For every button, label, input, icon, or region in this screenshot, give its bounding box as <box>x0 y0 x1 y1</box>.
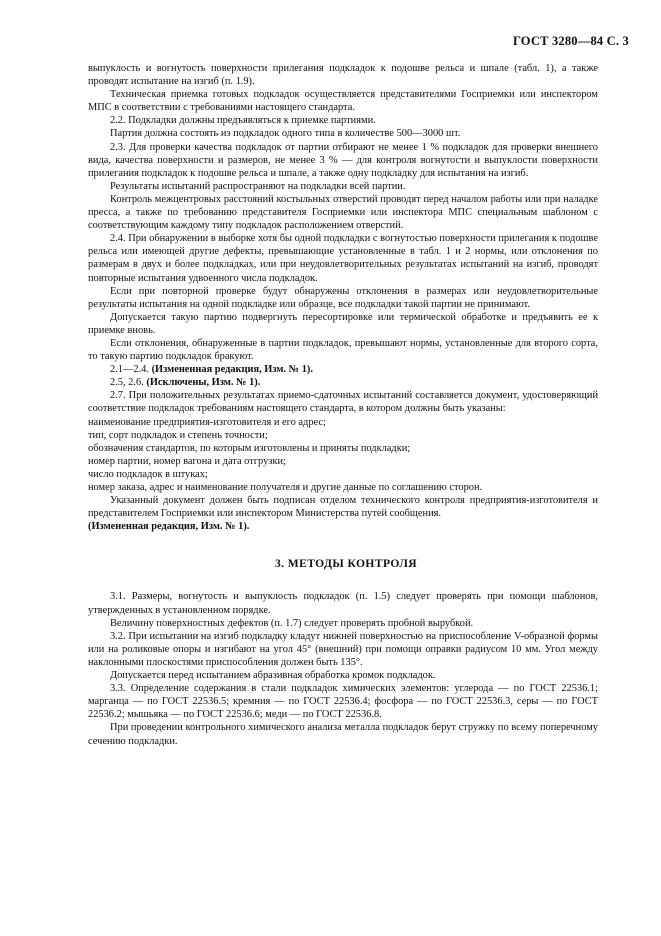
amendment-note: (Измененная редакция, Изм. № 1). <box>88 521 250 533</box>
paragraph: Результаты испытаний распространяют на подкладки всей партии. <box>110 180 406 192</box>
amendment-note <box>88 376 598 389</box>
paragraph: 2.2. Подкладки должны предъявляться к приемке партиями. <box>110 115 376 127</box>
paragraph: 2.4. При обнаружении в выборке хотя бы одной подкладки с вогнутостью поверхности прилегания к подошве рельса или имеющей другие дефекты, превышающие установленные в табл. 1 и 2 нормы, или отклонения по размерам в двух и более подкладках, или при неудовлетворительных результатах испытаний на изгиб, проводят повторные испытания удвоенного числа подкладок. <box>88 233 598 284</box>
paragraph: 2.7. При положительных результатах приемо-сдаточных испытаний составляется документ, удостоверяющий соответствие подкладок требованиям настоящего стандарта, в котором должны быть указаны: <box>88 390 598 415</box>
paragraph: Если при повторной проверке будут обнаружены отклонения в размерах или неудовлетворительные результаты испытания на одной подкладке или образце, все подкладки такой партии не принимают. <box>88 285 598 310</box>
list-item: номер партии, номер вагона и дата отгрузки; <box>88 455 286 467</box>
paragraph: выпуклость и вогнутость поверхности прилегания подкладок к подошве рельса и шпале (табл. 1), а также проводят испытание на изгиб (п. 1.9). <box>88 63 598 88</box>
list-item: наименование предприятия-изготовителя и его адрес; <box>88 416 326 428</box>
list-item: тип, сорт подкладок и степень точности; <box>88 429 268 441</box>
amendment-clause-ref: 2.1—2.4. <box>110 364 152 376</box>
paragraph: Величину поверхностных дефектов (п. 1.7) следует проверять пробной вырубкой. <box>110 617 474 629</box>
amendment-label: (Исключены, Изм. № 1). <box>146 377 261 389</box>
paragraph: При проведении контрольного химического анализа металла подкладок берут стружку по всему поперечному сечению подкладки. <box>88 722 598 747</box>
list-item: число подкладок в штуках; <box>88 468 208 480</box>
list-item: обозначения стандартов, по которым изготовлены и приняты подкладки; <box>88 442 411 454</box>
paragraph: Если отклонения, обнаруженные в партии подкладок, превышают нормы, установленные для второго сорта, то такую партию подкладок бракуют. <box>88 337 598 363</box>
paragraph: Техническая приемка готовых подкладок осуществляется представителями Госприемки или инспектором МПС в соответствии с требованиями настоящего стандарта. <box>88 89 598 114</box>
section-title: 3. МЕТОДЫ КОНТРОЛЯ <box>274 557 418 571</box>
paragraph: Указанный документ должен быть подписан отделом технического контроля предприятия-изготовителя и представителем Госприемки или инспектором Министерства путей сообщения. <box>88 495 598 520</box>
list-item: номер заказа, адрес и наименование получателя и другие данные по соглашению сторон. <box>88 482 483 493</box>
document-body <box>88 62 598 748</box>
paragraph: 3.1. Размеры, вогнутость и выпуклость подкладок (п. 1.5) следует проверять при помощи шаблонов, утвержденных в установленном порядке. <box>88 591 598 616</box>
paragraph: Допускается перед испытанием абразивная обработка кромок подкладок. <box>110 670 436 682</box>
paragraph: 3.2. При испытании на изгиб подкладку кладут нижней поверхностью на приспособление V-образной формы или на роликовые опоры и изгибают на угол 45° (внешний) при помощи оправки радиусом 10 мм. Угол между наклонными плоскостями приспособления должен быть 135°. <box>88 630 598 668</box>
paragraph: Допускается такую партию подвергнуть пересортировке или термической обработке и предъявить ее к приемке вновь. <box>88 311 598 336</box>
page-header: ГОСТ 3280—84 С. 3 <box>512 34 629 48</box>
amendment-clause-ref: 2.5, 2.6. <box>110 377 147 389</box>
paragraph: Партия должна состоять из подкладок одного типа в количестве 500—3000 шт. <box>110 128 461 140</box>
paragraph: 3.3. Определение содержания в стали подкладок химических элементов: углерода — по ГОСТ 22536.1; марганца — по ГОСТ 22536.5; кремния — по ГОСТ 22536.4; фосфора — по ГОСТ 22536.3, серы — по ГОСТ 22536.2; мышьяка — по ГОСТ 22536.6; меди — по ГОСТ 22536.8. <box>88 683 598 721</box>
amendment-note <box>88 363 598 376</box>
paragraph: Контроль межцентровых расстояний костыльных отверстий проводят перед началом работы или при наладке пресса, а также по требованию представителя Госприемки или инспектора МПС специальным шаблоном с соответствующим каждому типу подкладок расположением отверстий. <box>88 193 598 232</box>
paragraph: 2.3. Для проверки качества подкладок от партии отбирают не менее 1 % подкладок для проверки внешнего вида, качества поверхности и размеров, не менее 3 % — для контроля вогнутости и выпуклости поверхности прилегания подкладок к подошве рельса и шпале, а также одну подкладку для испытания на изгиб. <box>88 141 598 179</box>
amendment-label: (Измененная редакция, Изм. № 1). <box>151 364 313 376</box>
